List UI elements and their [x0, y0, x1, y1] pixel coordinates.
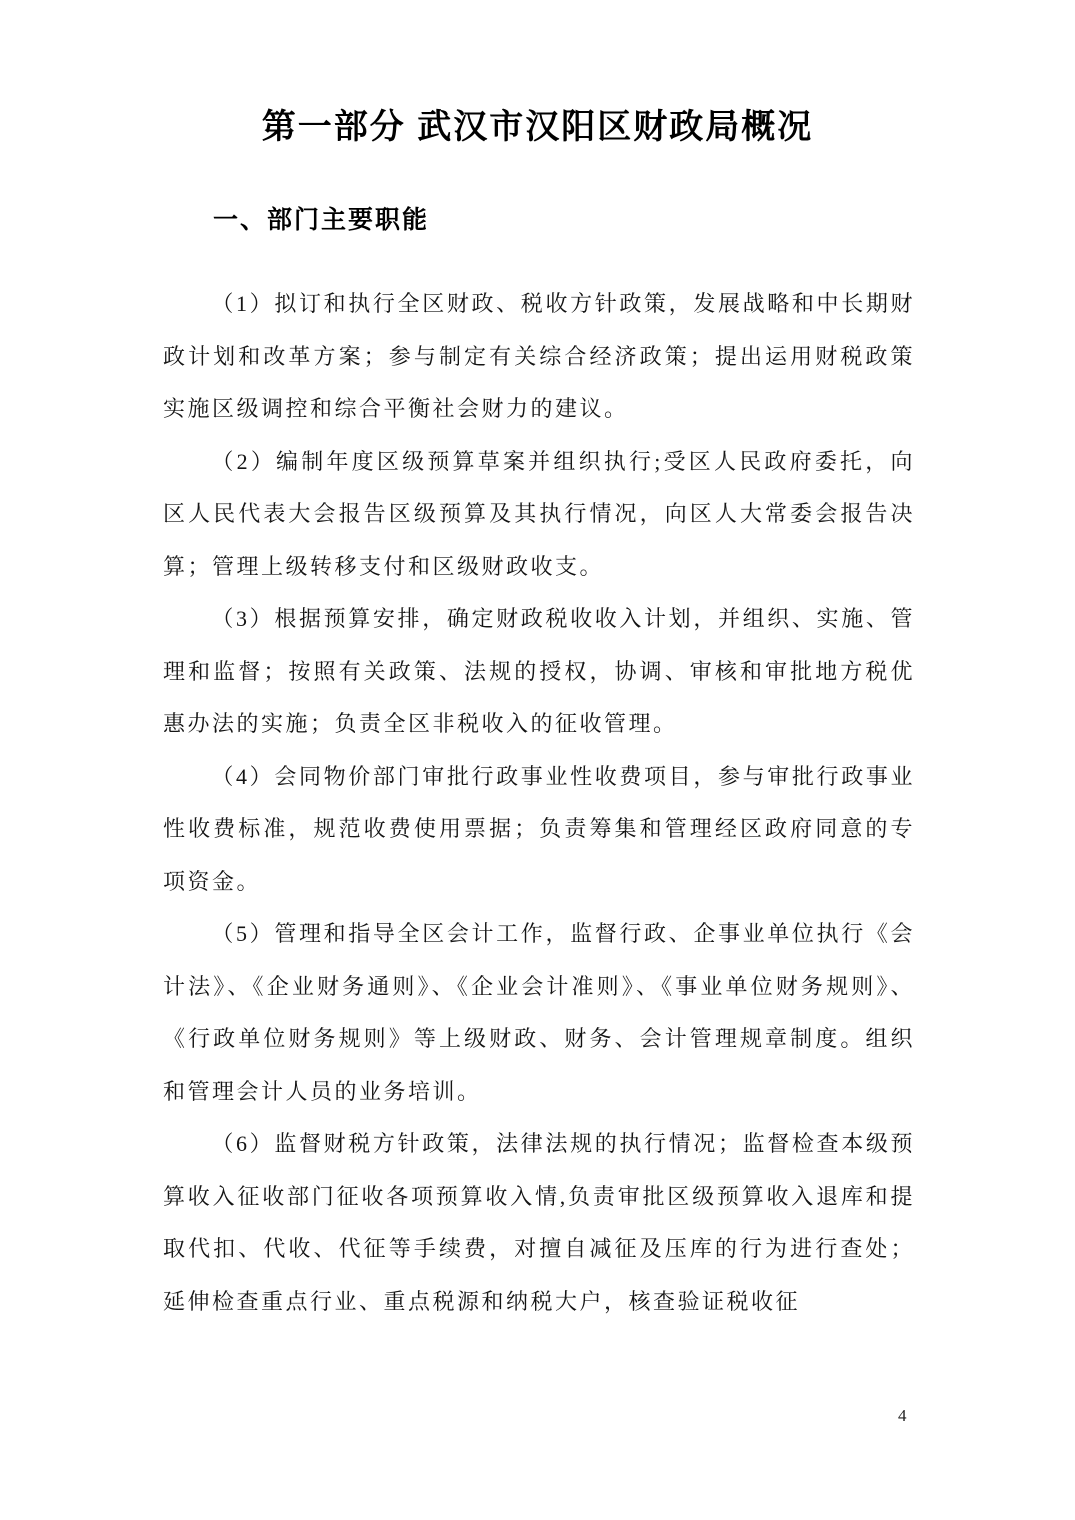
document-body	[163, 278, 915, 1328]
section-heading: 一、部门主要职能	[213, 206, 430, 234]
page-number: 4	[898, 1406, 907, 1425]
paragraph-function-1: （1）拟订和执行全区财政、税收方针政策，发展战略和中长期财政计划和改革方案；参与制定有关综合经济政策；提出运用财税政策实施区级调控和综合平衡社会财力的建议。	[163, 291, 915, 421]
paragraph-function-4: （4）会同物价部门审批行政事业性收费项目，参与审批行政事业性收费标准，规范收费使用票据；负责筹集和管理经区政府同意的专项资金。	[163, 763, 915, 894]
paragraph-function-6: （6）监督财税方针政策，法律法规的执行情况；监督检查本级预算收入征收部门征收各项预算收入情,负责审批区级预算收入退库和提取代扣、代收、代征等手续费，对擅自减征及压库的行为进行查处；延伸检查重点行业、重点税源和纳税大户，核查验证税收征	[163, 1131, 915, 1314]
paragraph-function-2: （2）编制年度区级预算草案并组织执行;受区人民政府委托，向区人民代表大会报告区级预算及其执行情况，向区人大常委会报告决算；管理上级转移支付和区级财政收支。	[163, 448, 915, 579]
paragraph-function-3: （3）根据预算安排，确定财政税收收入计划，并组织、实施、管理和监督；按照有关政策、法规的授权，协调、审核和审批地方税优惠办法的实施；负责全区非税收入的征收管理。	[163, 606, 915, 736]
document-title: 第一部分 武汉市汉阳区财政局概况	[261, 108, 814, 146]
paragraph-function-5: （5）管理和指导全区会计工作，监督行政、企事业单位执行《会计法》、《企业财务通则》、《企业会计准则》、《事业单位财务规则》、《行政单位财务规则》等上级财政、财务、会计管理规章制度。组织和管理会计人员的业务培训。	[163, 921, 915, 1104]
